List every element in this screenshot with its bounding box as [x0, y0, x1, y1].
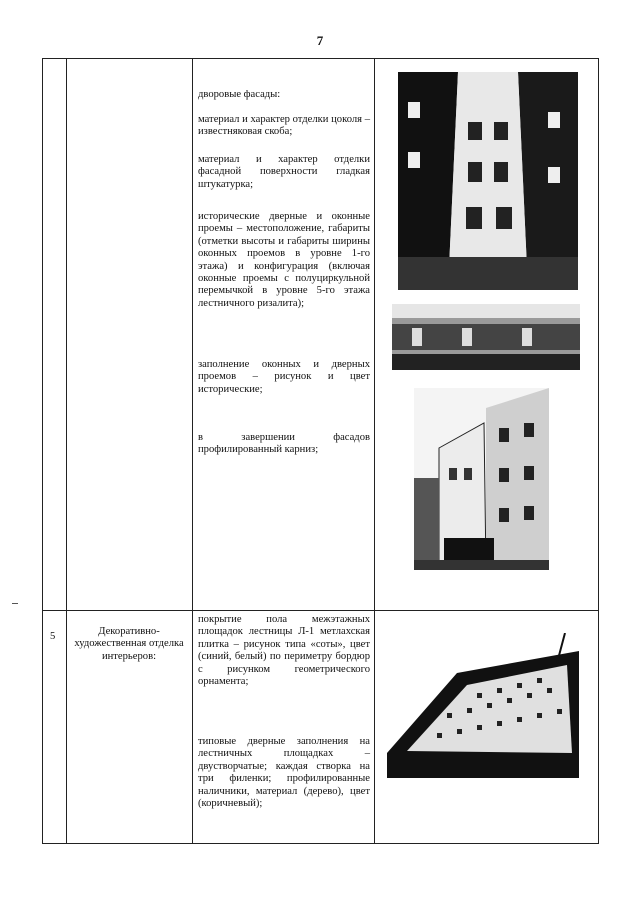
table-cell-text: материал и характер отделки цоколя – известняковая скоба; [198, 114, 370, 138]
courtyard-corner-photo [414, 388, 549, 570]
table-border-right [598, 58, 599, 844]
table-row-divider [42, 610, 599, 611]
table-cell-text: дворовые фасады: [198, 89, 281, 100]
table-col-divider [192, 58, 193, 844]
table-cell-text: материал и характер отделки фасадной поверхности гладкая штукатурка; [198, 154, 370, 190]
table-cell-text: в завершении фасадов профилированный карниз; [198, 432, 370, 456]
table-cell-text: покрытие пола межэтажных площадок лестницы Л-1 метлахская плитка – рисунок типа «соты», цвет (синий, белый) по периметру бордюр с рисунком геометрического орнамента; [198, 614, 370, 688]
table-cell-text: заполнение оконных и дверных проемов – рисунок и цвет исторические; [198, 359, 370, 395]
table-border-left [42, 58, 43, 844]
courtyard-photo [398, 72, 578, 290]
table-cell-text: типовые дверные заполнения на лестничных площадках – двустворчатые; каждая створка на три филенки; профилированные наличники, материал (дерево), цвет (коричневый); [198, 736, 370, 810]
table-cell-text: исторические дверные и оконные проемы – местоположение, габариты (отметки высоты и габариты ширины оконных проемов в уровне 1-го этажа) и конфигурация (включая оконные проемы с полуциркульной перемычкой в уровне 5-го этажа лестничного ризалита); [198, 211, 370, 309]
row-label: Декоративно-художественная отделка интерьеров: [74, 626, 184, 662]
table-border-top [42, 58, 599, 59]
table-col-divider [374, 58, 375, 844]
table-border-bottom [42, 843, 599, 844]
page-number: 7 [316, 33, 324, 48]
heritage-table [42, 58, 599, 844]
row-number: 5 [50, 631, 56, 642]
margin-mark [12, 603, 18, 604]
courtyard-wall-photo [392, 304, 580, 370]
table-col-divider [66, 58, 67, 844]
stair-landing-floor-photo [387, 633, 579, 778]
